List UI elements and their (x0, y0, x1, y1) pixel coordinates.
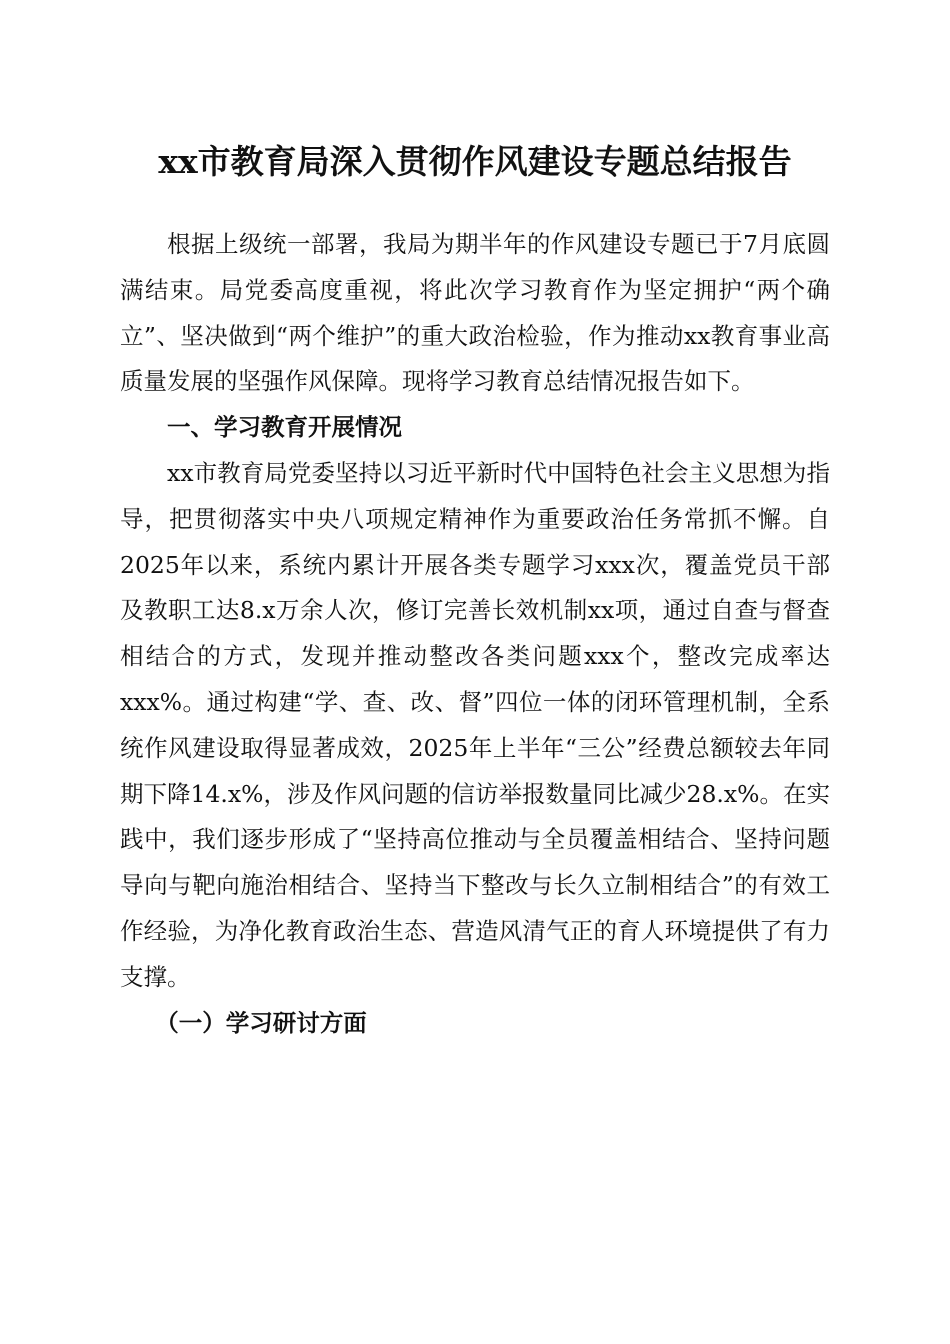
document-body (120, 222, 830, 1046)
intro-paragraph: 根据上级统一部署，我局为期半年的作风建设专题已于7月底圆满结束。局党委高度重视，将此次学习教育作为坚定拥护“两个确立”、坚决做到“两个维护”的重大政治检验，作为推动xx教育事业高质量发展的坚强作风保障。现将学习教育总结情况报告如下。 (120, 230, 830, 396)
subsection-heading-1: （一）学习研讨方面 (155, 1008, 367, 1037)
section-heading-1: 一、学习教育开展情况 (167, 413, 402, 442)
document-title: xx市教育局深入贯彻作风建设专题总结报告 (158, 142, 792, 181)
section-1-paragraph: xx市教育局党委坚持以习近平新时代中国特色社会主义思想为指导，把贯彻落实中央八项规定精神作为重要政治任务常抓不懈。自2025年以来，系统内累计开展各类专题学习xxx次，覆盖党员干部及教职工达8.x万余人次，修订完善长效机制xx项，通过自查与督查相结合的方式，发现并推动整改各类问题xxx个，整改完成率达xxx%。通过构建“学、查、改、督”四位一体的闭环管理机制，全系统作风建设取得显著成效，2025年上半年“三公”经费总额较去年同期下降14.x%，涉及作风问题的信访举报数量同比减少28.x%。在实践中，我们逐步形成了“坚持高位推动与全员覆盖相结合、坚持问题导向与靶向施治相结合、坚持当下整改与长久立制相结合”的有效工作经验，为净化教育政治生态、营造风清气正的育人环境提供了有力支撑。 (120, 458, 830, 991)
